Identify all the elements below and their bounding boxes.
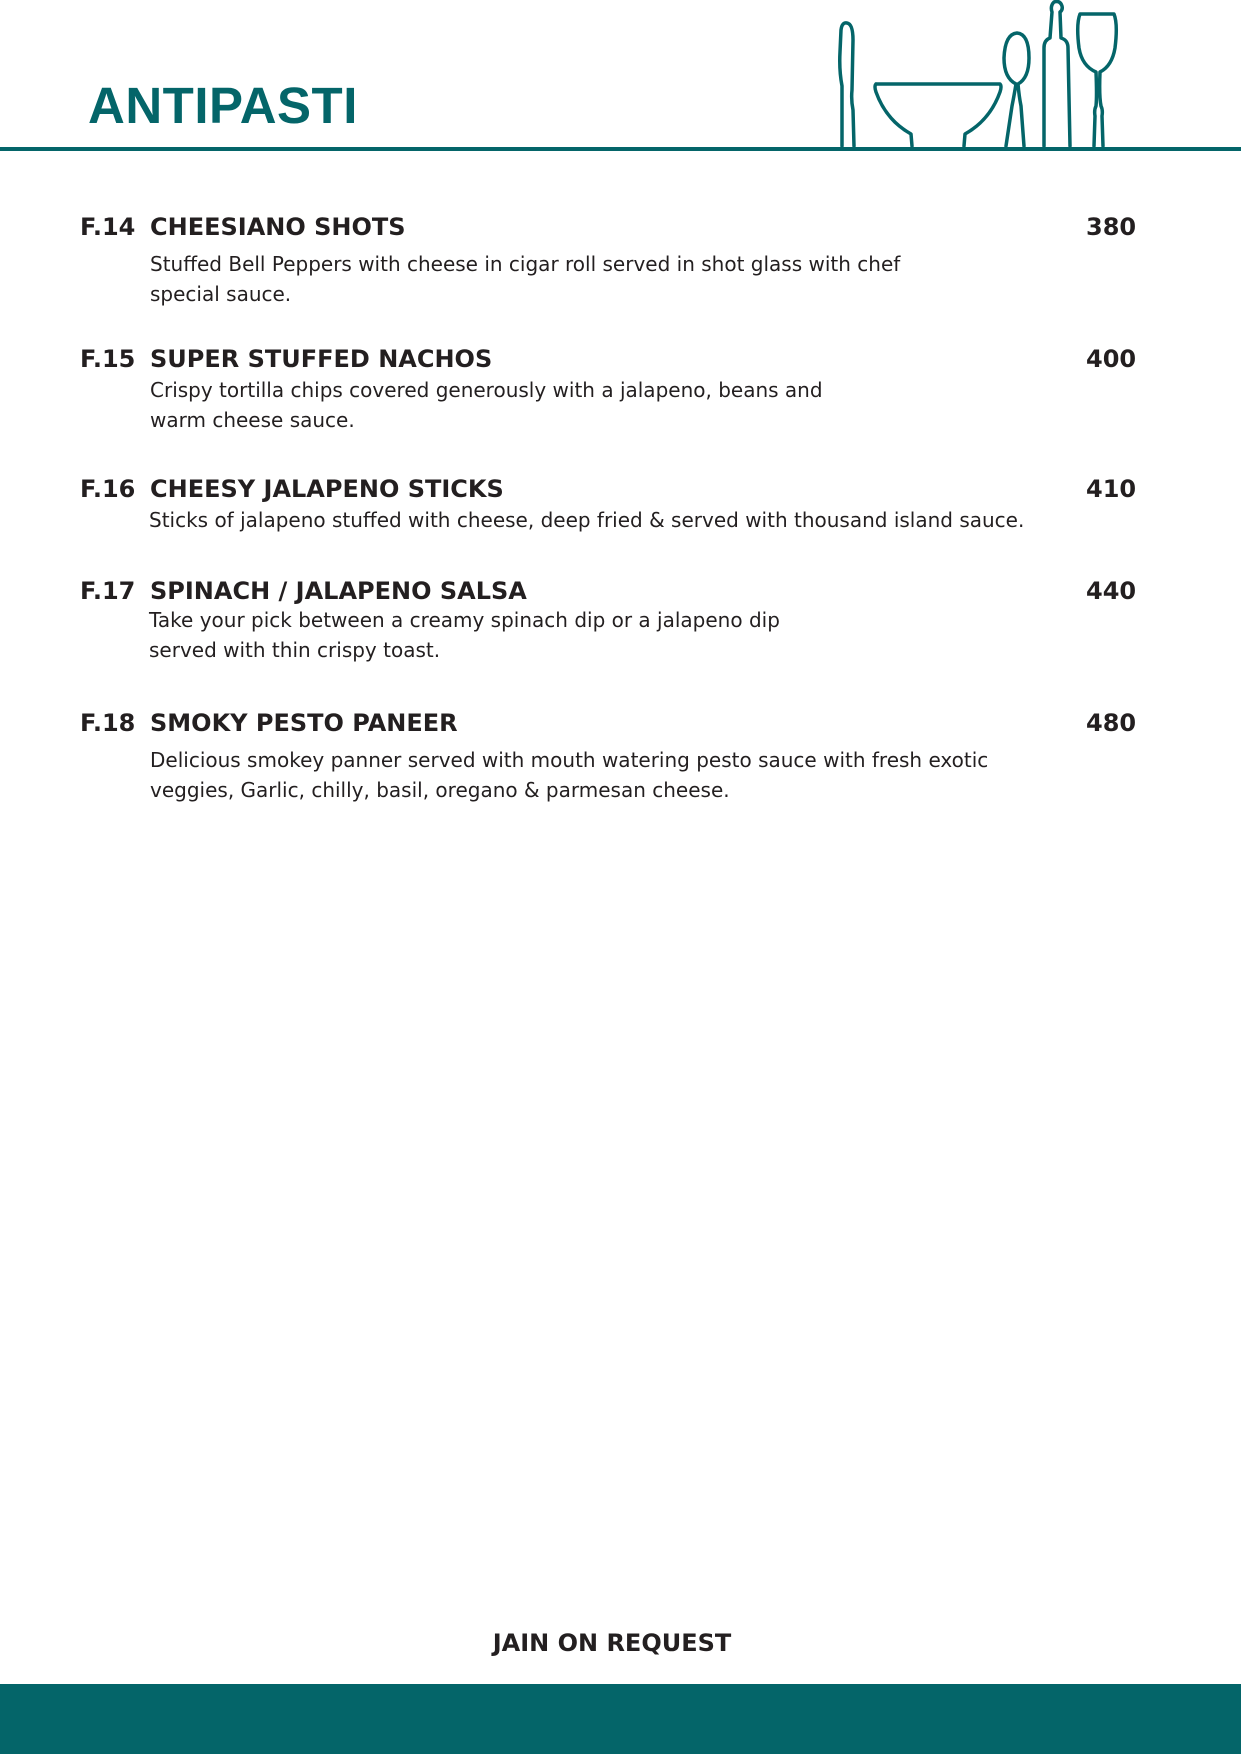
footer-band — [0, 1684, 1241, 1754]
header-rule — [0, 147, 1241, 151]
item-description — [149, 505, 1024, 535]
bowl-icon — [875, 84, 1001, 146]
header — [0, 0, 1241, 152]
item-description-line: Delicious smokey panner served with mouth watering pesto sauce with fresh exotic — [150, 748, 989, 772]
bottle-icon — [1044, 2, 1070, 147]
item-name: SUPER STUFFED NACHOS — [150, 345, 493, 373]
item-description-line: Take your pick between a creamy spinach dip or a jalapeno dip — [149, 608, 780, 632]
item-code: F.17 — [80, 577, 136, 605]
item-name: CHEESY JALAPENO STICKS — [150, 475, 504, 503]
item-description-line: veggies, Garlic, chilly, basil, oregano & parmesan cheese. — [150, 778, 730, 802]
item-code: F.15 — [80, 345, 136, 373]
item-description-line: warm cheese sauce. — [150, 408, 355, 432]
item-description — [150, 745, 988, 805]
item-description-line: Stuffed Bell Peppers with cheese in cigar roll served in shot glass with chef — [150, 252, 901, 276]
item-code: F.18 — [80, 709, 136, 737]
item-description-line: served with thin crispy toast. — [149, 638, 441, 662]
item-price: 400 — [1086, 345, 1137, 373]
item-description-line: Sticks of jalapeno stuffed with cheese, deep fried & served with thousand island sauce. — [149, 508, 1025, 532]
tableware-icon — [830, 0, 1140, 150]
item-description-line: Crispy tortilla chips covered generously with a jalapeno, beans and — [150, 378, 823, 402]
item-code: F.16 — [80, 475, 136, 503]
item-price: 480 — [1086, 709, 1137, 737]
section-title: ANTIPASTI — [88, 77, 358, 134]
knife-icon — [840, 23, 854, 146]
item-description — [150, 249, 900, 309]
item-description — [149, 605, 780, 665]
item-description-line: special sauce. — [150, 282, 292, 306]
item-name: SMOKY PESTO PANEER — [150, 709, 458, 737]
item-description — [150, 375, 823, 435]
item-name: CHEESIANO SHOTS — [150, 213, 406, 241]
spoon-icon — [1004, 33, 1029, 146]
item-price: 440 — [1086, 577, 1137, 605]
item-price: 410 — [1086, 475, 1137, 503]
item-price: 380 — [1086, 213, 1137, 241]
item-code: F.14 — [80, 213, 136, 241]
jain-on-request-note: JAIN ON REQUEST — [492, 1629, 732, 1657]
wine-glass-icon — [1078, 14, 1117, 146]
item-name: SPINACH / JALAPENO SALSA — [150, 577, 527, 605]
